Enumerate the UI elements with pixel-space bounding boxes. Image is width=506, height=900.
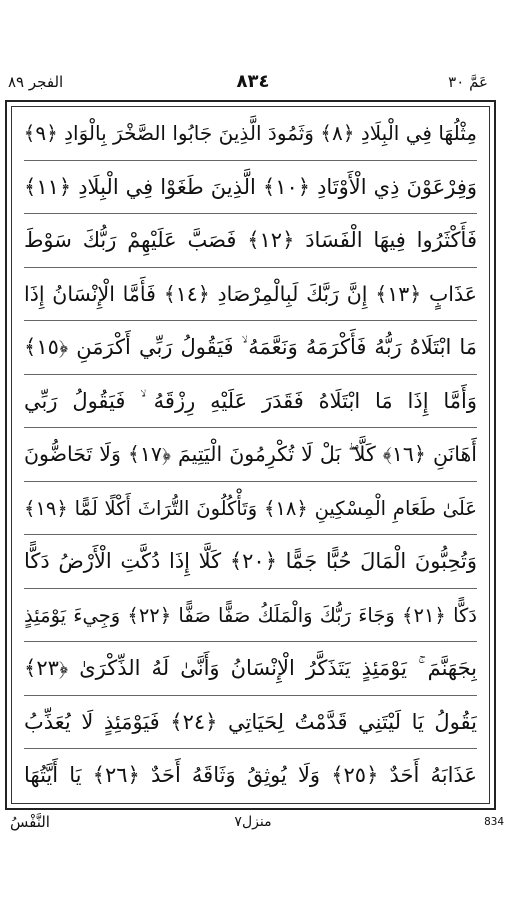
text-line: مَا ابْتَلَاهُ رَبُّهُ فَأَكْرَمَهُ وَنَعَّمَهُ ۙ فَيَقُولُ رَبِّي أَكْرَمَنِ ﴿١٥﴾ xyxy=(24,321,477,375)
page-footer xyxy=(0,812,506,834)
text-line: عَذَابَهُ أَحَدٌ ﴿٢٥﴾ وَلَا يُوثِقُ وَثَاقَهُ أَحَدٌ ﴿٢٦﴾ يَا أَيَّتُهَا xyxy=(24,763,477,788)
text-line: يَقُولُ يَا لَيْتَنِي قَدَّمْتُ لِحَيَاتِي ﴿٢٤﴾ فَيَوْمَئِذٍ لَا يُعَذِّبُ xyxy=(24,696,477,750)
text-line: وَتُحِبُّونَ الْمَالَ حُبًّا جَمًّا ﴿٢٠﴾ كَلَّا إِذَا دُكَّتِ الْأَرْضُ دَكًّا xyxy=(24,535,477,589)
juz-name: عَمَّ ٣٠ xyxy=(448,73,488,91)
manzil-label: منزل٧ xyxy=(234,814,272,830)
text-line: دَكًّا ﴿٢١﴾ وَجَاءَ رَبُّكَ وَالْمَلَكُ صَفًّا صَفًّا ﴿٢٢﴾ وَجِيءَ يَوْمَئِذٍ xyxy=(24,589,477,643)
page-number: ٨٣٤ xyxy=(236,71,270,92)
text-line: فَأَكْثَرُوا فِيهَا الْفَسَادَ ﴿١٢﴾ فَصَبَّ عَلَيْهِمْ رَبُّكَ سَوْطَ xyxy=(24,214,477,268)
text-line: وَفِرْعَوْنَ ذِي الْأَوْتَادِ ﴿١٠﴾ الَّذِينَ طَغَوْا فِي الْبِلَادِ ﴿١١﴾ xyxy=(24,161,477,215)
text-line: عَذَابٍ ﴿١٣﴾ إِنَّ رَبَّكَ لَبِالْمِرْصَادِ ﴿١٤﴾ فَأَمَّا الْإِنْسَانُ إِذَا xyxy=(24,268,477,322)
text-line: عَلَىٰ طَعَامِ الْمِسْكِينِ ﴿١٨﴾ وَتَأْكُلُونَ التُّرَاثَ أَكْلًا لَمًّا ﴿١٩﴾ xyxy=(24,482,477,536)
surah-name: الفجر ٨٩ xyxy=(8,73,64,91)
text-frame-inner xyxy=(11,106,490,804)
text-line: بِجَهَنَّمَ ۚ يَوْمَئِذٍ يَتَذَكَّرُ الْإِنْسَانُ وَأَنَّىٰ لَهُ الذِّكْرَىٰ ﴿٢٣﴾ xyxy=(24,642,477,696)
text-line: وَأَمَّا إِذَا مَا ابْتَلَاهُ فَقَدَرَ عَلَيْهِ رِزْقَهُ ۙ فَيَقُولُ رَبِّي xyxy=(24,375,477,429)
catchword: النَّفْسُ xyxy=(10,813,50,831)
text-line: أَهَانَنِ ﴿١٦﴾ كَلَّا ۖ بَلْ لَا تُكْرِمُونَ الْيَتِيمَ ﴿١٧﴾ وَلَا تَحَاضُّونَ xyxy=(24,428,477,482)
page-label: 834 xyxy=(484,815,504,828)
page-header xyxy=(0,72,506,94)
text-line: مِثْلُهَا فِي الْبِلَادِ ﴿٨﴾ وَثَمُودَ الَّذِينَ جَابُوا الصَّخْرَ بِالْوَادِ ﴿٩﴾ xyxy=(24,107,477,161)
text-frame xyxy=(5,100,496,810)
